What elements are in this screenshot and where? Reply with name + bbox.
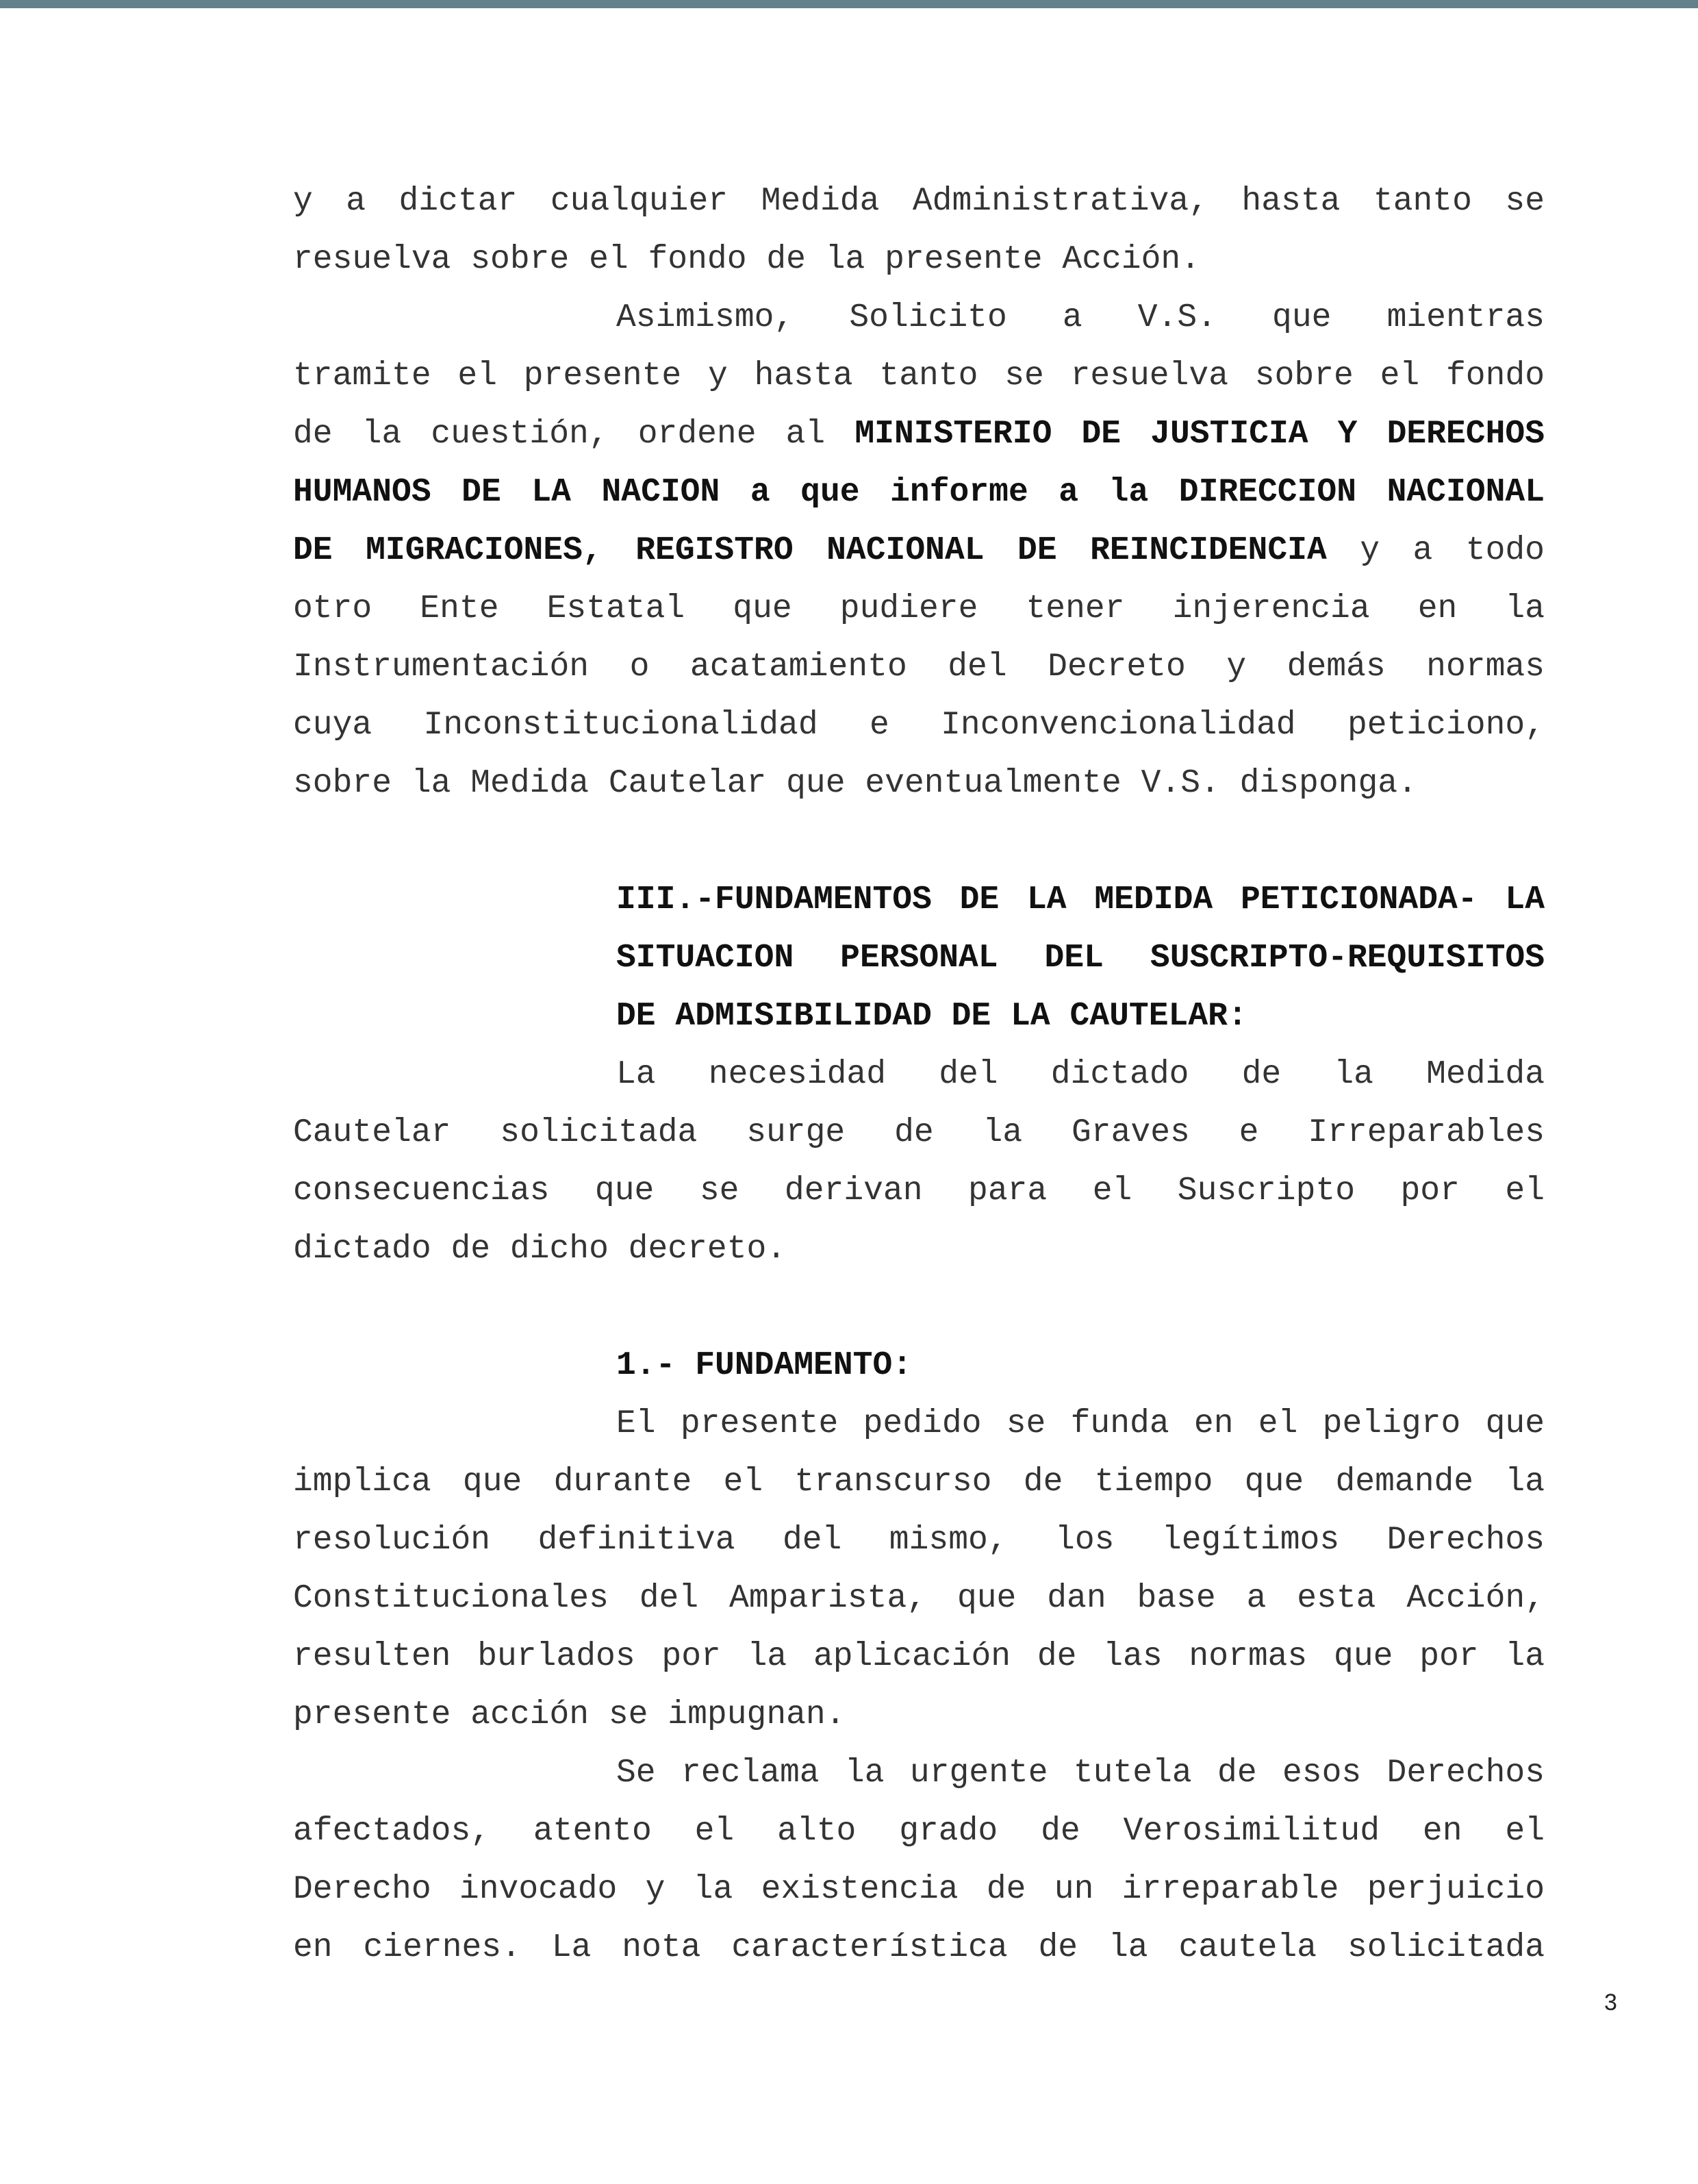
text-line: La necesidad del dictado de la Medida xyxy=(616,1056,1545,1093)
heading-line xyxy=(293,929,1545,988)
bold-text-direccion: HUMANOS DE LA NACION a que informe a la DIRECCION NACIONAL xyxy=(293,474,1545,511)
text-line: Constitucionales del Amparista, que dan base a esta Acción, xyxy=(293,1580,1545,1617)
paragraph-3 xyxy=(293,1046,1545,1279)
heading-line xyxy=(293,1337,1545,1395)
text-line: sobre la Medida Cautelar que eventualmente V.S. disponga. xyxy=(293,765,1417,802)
bold-text-ministerio: MINISTERIO DE JUSTICIA Y DERECHOS xyxy=(854,416,1545,453)
text-line xyxy=(293,405,1545,464)
text-line xyxy=(293,464,1545,522)
text-fragment: y a todo xyxy=(1326,532,1545,569)
text-line: y a dictar cualquier Medida Administrativa, hasta tanto se xyxy=(293,183,1545,220)
heading-line xyxy=(293,871,1545,929)
heading-text: SITUACION PERSONAL DEL SUSCRIPTO-REQUISITOS xyxy=(616,940,1545,977)
paragraph-2 xyxy=(293,289,1545,813)
text-line: Instrumentación o acatamiento del Decreto y demás normas xyxy=(293,649,1545,686)
text-line: cuya Inconstitucionalidad e Inconvencionalidad peticiono, xyxy=(293,707,1545,744)
paragraph-4 xyxy=(293,1395,1545,1744)
paragraph-gap xyxy=(293,1279,1545,1337)
top-border-bar xyxy=(0,0,1698,8)
paragraph-gap xyxy=(293,813,1545,871)
bold-text-migraciones: DE MIGRACIONES, REGISTRO NACIONAL DE REINCIDENCIA xyxy=(293,532,1327,569)
page-number: 3 xyxy=(1604,1990,1617,2016)
heading-text: 1.- FUNDAMENTO: xyxy=(616,1347,913,1384)
text-line: implica que durante el transcurso de tiempo que demande la xyxy=(293,1464,1545,1501)
text-line: afectados, atento el alto grado de Verosimilitud en el xyxy=(293,1813,1545,1850)
paragraph-5 xyxy=(293,1744,1545,1977)
text-line xyxy=(293,522,1545,580)
text-line: Se reclama la urgente tutela de esos Derechos xyxy=(616,1755,1545,1792)
text-line: en ciernes. La nota característica de la cautela solicitada xyxy=(293,1929,1545,1966)
text-line: Derecho invocado y la existencia de un irreparable perjuicio xyxy=(293,1871,1545,1908)
document-page xyxy=(293,173,1545,1977)
heading-line xyxy=(293,988,1545,1046)
text-line: resulten burlados por la aplicación de las normas que por la xyxy=(293,1638,1545,1675)
text-line: tramite el presente y hasta tanto se resuelva sobre el fondo xyxy=(293,357,1545,394)
heading-text: DE ADMISIBILIDAD DE LA CAUTELAR: xyxy=(616,998,1247,1035)
text-line: resolución definitiva del mismo, los legítimos Derechos xyxy=(293,1522,1545,1559)
text-line: Asimismo, Solicito a V.S. que mientras xyxy=(616,299,1545,336)
text-fragment: de la cuestión, ordene al xyxy=(293,416,855,453)
heading-text: III.-FUNDAMENTOS DE LA MEDIDA PETICIONADA- LA xyxy=(616,881,1545,918)
text-line: otro Ente Estatal que pudiere tener injerencia en la xyxy=(293,590,1545,627)
text-line: consecuencias que se derivan para el Suscripto por el xyxy=(293,1172,1545,1209)
text-line: Cautelar solicitada surge de la Graves e Irreparables xyxy=(293,1114,1545,1151)
text-line: resuelva sobre el fondo de la presente Acción. xyxy=(293,241,1201,278)
text-line: dictado de dicho decreto. xyxy=(293,1231,787,1268)
text-line: presente acción se impugnan. xyxy=(293,1696,846,1733)
paragraph-1 xyxy=(293,173,1545,289)
text-line: El presente pedido se funda en el peligro que xyxy=(616,1405,1545,1442)
section-heading-fundamento xyxy=(293,1337,1545,1395)
section-heading-iii xyxy=(293,871,1545,1046)
